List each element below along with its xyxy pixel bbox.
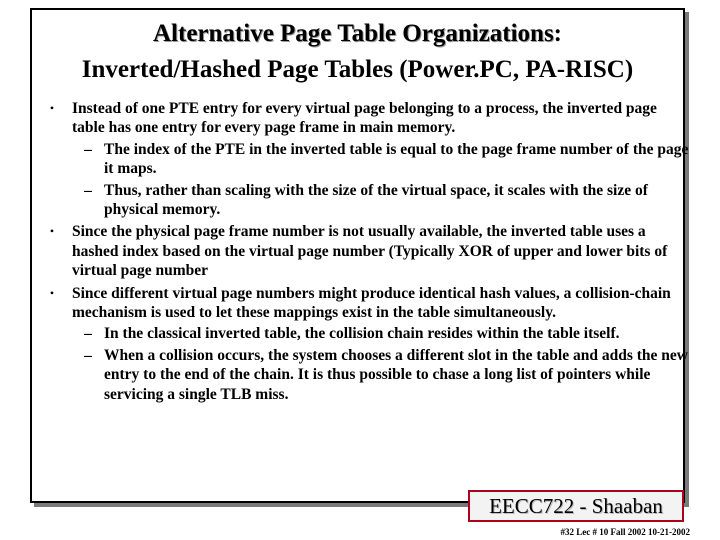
- bullet-item: [49, 222, 692, 280]
- sub-text: The index of the PTE in the inverted table is equal to the page frame number of the page it maps.: [104, 140, 689, 178]
- sub-item: [72, 140, 692, 179]
- sub-text: In the classical inverted table, the collision chain resides within the table itself.: [104, 325, 620, 343]
- bullet-item: [49, 284, 692, 404]
- sub-item: [72, 346, 692, 404]
- dash-icon: –: [84, 140, 92, 158]
- bullet-icon: •: [49, 101, 55, 115]
- slide-frame: [30, 8, 689, 503]
- sub-text: When a collision occurs, the system chooses a different slot in the table and adds the new entry to the end of the chain. It is thus possible to chase a long list of pointers while servicing a single TLB miss.: [104, 346, 688, 403]
- title-line-1: [32, 16, 683, 52]
- bullet-text: Since different virtual page numbers might produce identical hash values, a collision-chain mechanism is used to let these mappings exist in the table simultaneously.: [72, 284, 671, 322]
- bullet-text: Instead of one PTE entry for every virtual page belonging to a process, the inverted page table has one entry for every page frame in main memory.: [72, 100, 657, 137]
- bullet-text: Since the physical page frame number is not usually available, the inverted table uses a hashed index based on the virtual page number (Typically XOR of upper and lower bits of virtual page number: [72, 223, 668, 280]
- sub-item: [72, 324, 692, 343]
- sub-item: [72, 181, 692, 220]
- slide-body: [49, 99, 692, 404]
- dash-icon: –: [84, 181, 92, 199]
- title-line-2: Inverted/Hashed Page Tables (Power.PC, PA-RISC): [81, 56, 634, 83]
- bullet-icon: •: [49, 224, 55, 239]
- bullet-item: [49, 99, 692, 219]
- slide-title: [32, 16, 683, 88]
- title-colon: :: [553, 20, 562, 47]
- slide-meta: #32 Lec # 10 Fall 2002 10-21-2002: [560, 527, 690, 537]
- dash-icon: –: [84, 325, 92, 343]
- dash-icon: –: [84, 346, 92, 364]
- title-emphasis: Alternative Page Table Organizations: [153, 20, 554, 47]
- course-footer-badge: EECC722 - Shaaban: [468, 490, 684, 522]
- bullet-icon: •: [49, 285, 55, 300]
- sub-text: Thus, rather than scaling with the size of the virtual space, it scales with the size of physical memory.: [104, 181, 648, 219]
